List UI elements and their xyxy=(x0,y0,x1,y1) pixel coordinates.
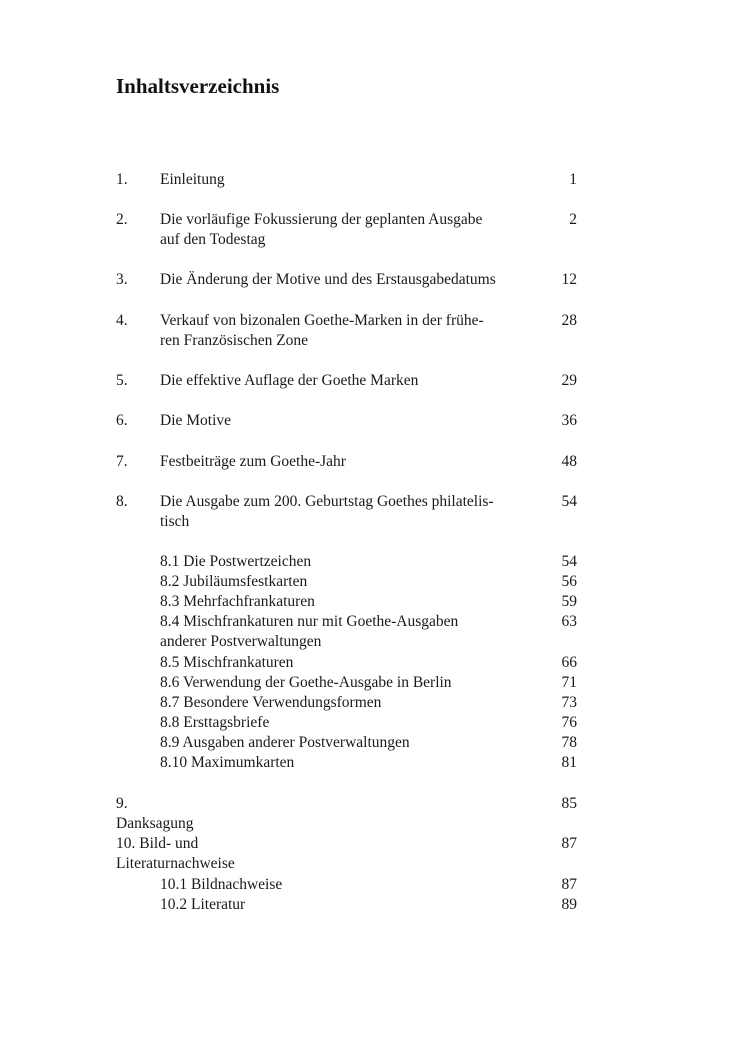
subentry-page: 56 xyxy=(561,573,577,590)
subentry-page: 66 xyxy=(561,654,577,671)
subentry-page: 63 xyxy=(561,613,577,630)
entry-number: 8. xyxy=(116,493,128,510)
subentry-page: 87 xyxy=(561,876,577,893)
entry-title: Festbeiträge zum Goethe-Jahr xyxy=(160,453,346,470)
subentry-title: 8.9 Ausgaben anderer Postverwaltungen xyxy=(160,734,410,751)
entry-title: Die effektive Auflage der Goethe Marken xyxy=(160,372,419,389)
entry-title-line1: Verkauf von bizonalen Goethe-Marken in der frühe- xyxy=(160,312,484,329)
subentry-title-line1: 8.4 Mischfrankaturen nur mit Goethe-Ausgaben xyxy=(160,613,459,630)
subentry-title-line2: anderer Postverwaltungen xyxy=(160,633,322,650)
subentry-page: 59 xyxy=(561,593,577,610)
subentry-title: 8.3 Mehrfachfrankaturen xyxy=(160,593,315,610)
subentry-page: 54 xyxy=(561,553,577,570)
entry-page: 85 xyxy=(561,795,577,812)
entry-page: 54 xyxy=(561,493,577,510)
entry-number: 2. xyxy=(116,211,128,228)
entry-page: 2 xyxy=(569,211,577,228)
entry-page: 36 xyxy=(561,412,577,429)
subentry-title: 8.7 Besondere Verwendungsformen xyxy=(160,694,382,711)
subentry-page: 71 xyxy=(561,674,577,691)
entry-title-line2: auf den Todestag xyxy=(160,231,266,248)
entry-page: 12 xyxy=(561,271,577,288)
entry-number: 6. xyxy=(116,412,128,429)
subentry-title: 8.2 Jubiläumsfestkarten xyxy=(160,573,308,590)
subentry-title: 10.2 Literatur xyxy=(160,896,246,913)
entry-number: 1. xyxy=(116,171,128,188)
entry-title: 9. Danksagung xyxy=(116,795,194,832)
entry-title-line2: tisch xyxy=(160,513,190,530)
entry-page: 48 xyxy=(561,453,577,470)
entry-page: 28 xyxy=(561,312,577,329)
subentry-title: 10.1 Bildnachweise xyxy=(160,876,283,893)
subentry-page: 76 xyxy=(561,714,577,731)
entry-title: 10. Bild- und Literaturnachweise xyxy=(116,835,235,872)
entry-number: 4. xyxy=(116,312,128,329)
subentry-title: 8.8 Ersttagsbriefe xyxy=(160,714,270,731)
subentry-title: 8.5 Mischfrankaturen xyxy=(160,654,294,671)
subentry-page: 78 xyxy=(561,734,577,751)
entry-title-line1: Die Ausgabe zum 200. Geburtstag Goethes philatelis- xyxy=(160,493,494,510)
entry-page: 1 xyxy=(569,171,577,188)
entry-title: Die Motive xyxy=(160,412,232,429)
entry-number: 7. xyxy=(116,453,128,470)
subentry-page: 73 xyxy=(561,694,577,711)
entry-title-line1: Die vorläufige Fokussierung der geplanten Ausgabe xyxy=(160,211,483,228)
subentry-title: 8.1 Die Postwertzeichen xyxy=(160,553,312,570)
subentry-page: 89 xyxy=(561,896,577,913)
entry-title: Einleitung xyxy=(160,171,225,188)
entry-page: 29 xyxy=(561,372,577,389)
entry-title-line2: ren Französischen Zone xyxy=(160,332,309,349)
entry-number: 3. xyxy=(116,271,128,288)
subentry-title: 8.10 Maximumkarten xyxy=(160,754,295,771)
entry-title: Die Änderung der Motive und des Erstausgabedatums xyxy=(160,271,496,288)
entry-page: 87 xyxy=(561,835,577,852)
page-title: Inhaltsverzeichnis xyxy=(116,74,280,98)
entry-number: 5. xyxy=(116,372,128,389)
subentry-title: 8.6 Verwendung der Goethe-Ausgabe in Berlin xyxy=(160,674,452,691)
subentry-page: 81 xyxy=(561,754,577,771)
